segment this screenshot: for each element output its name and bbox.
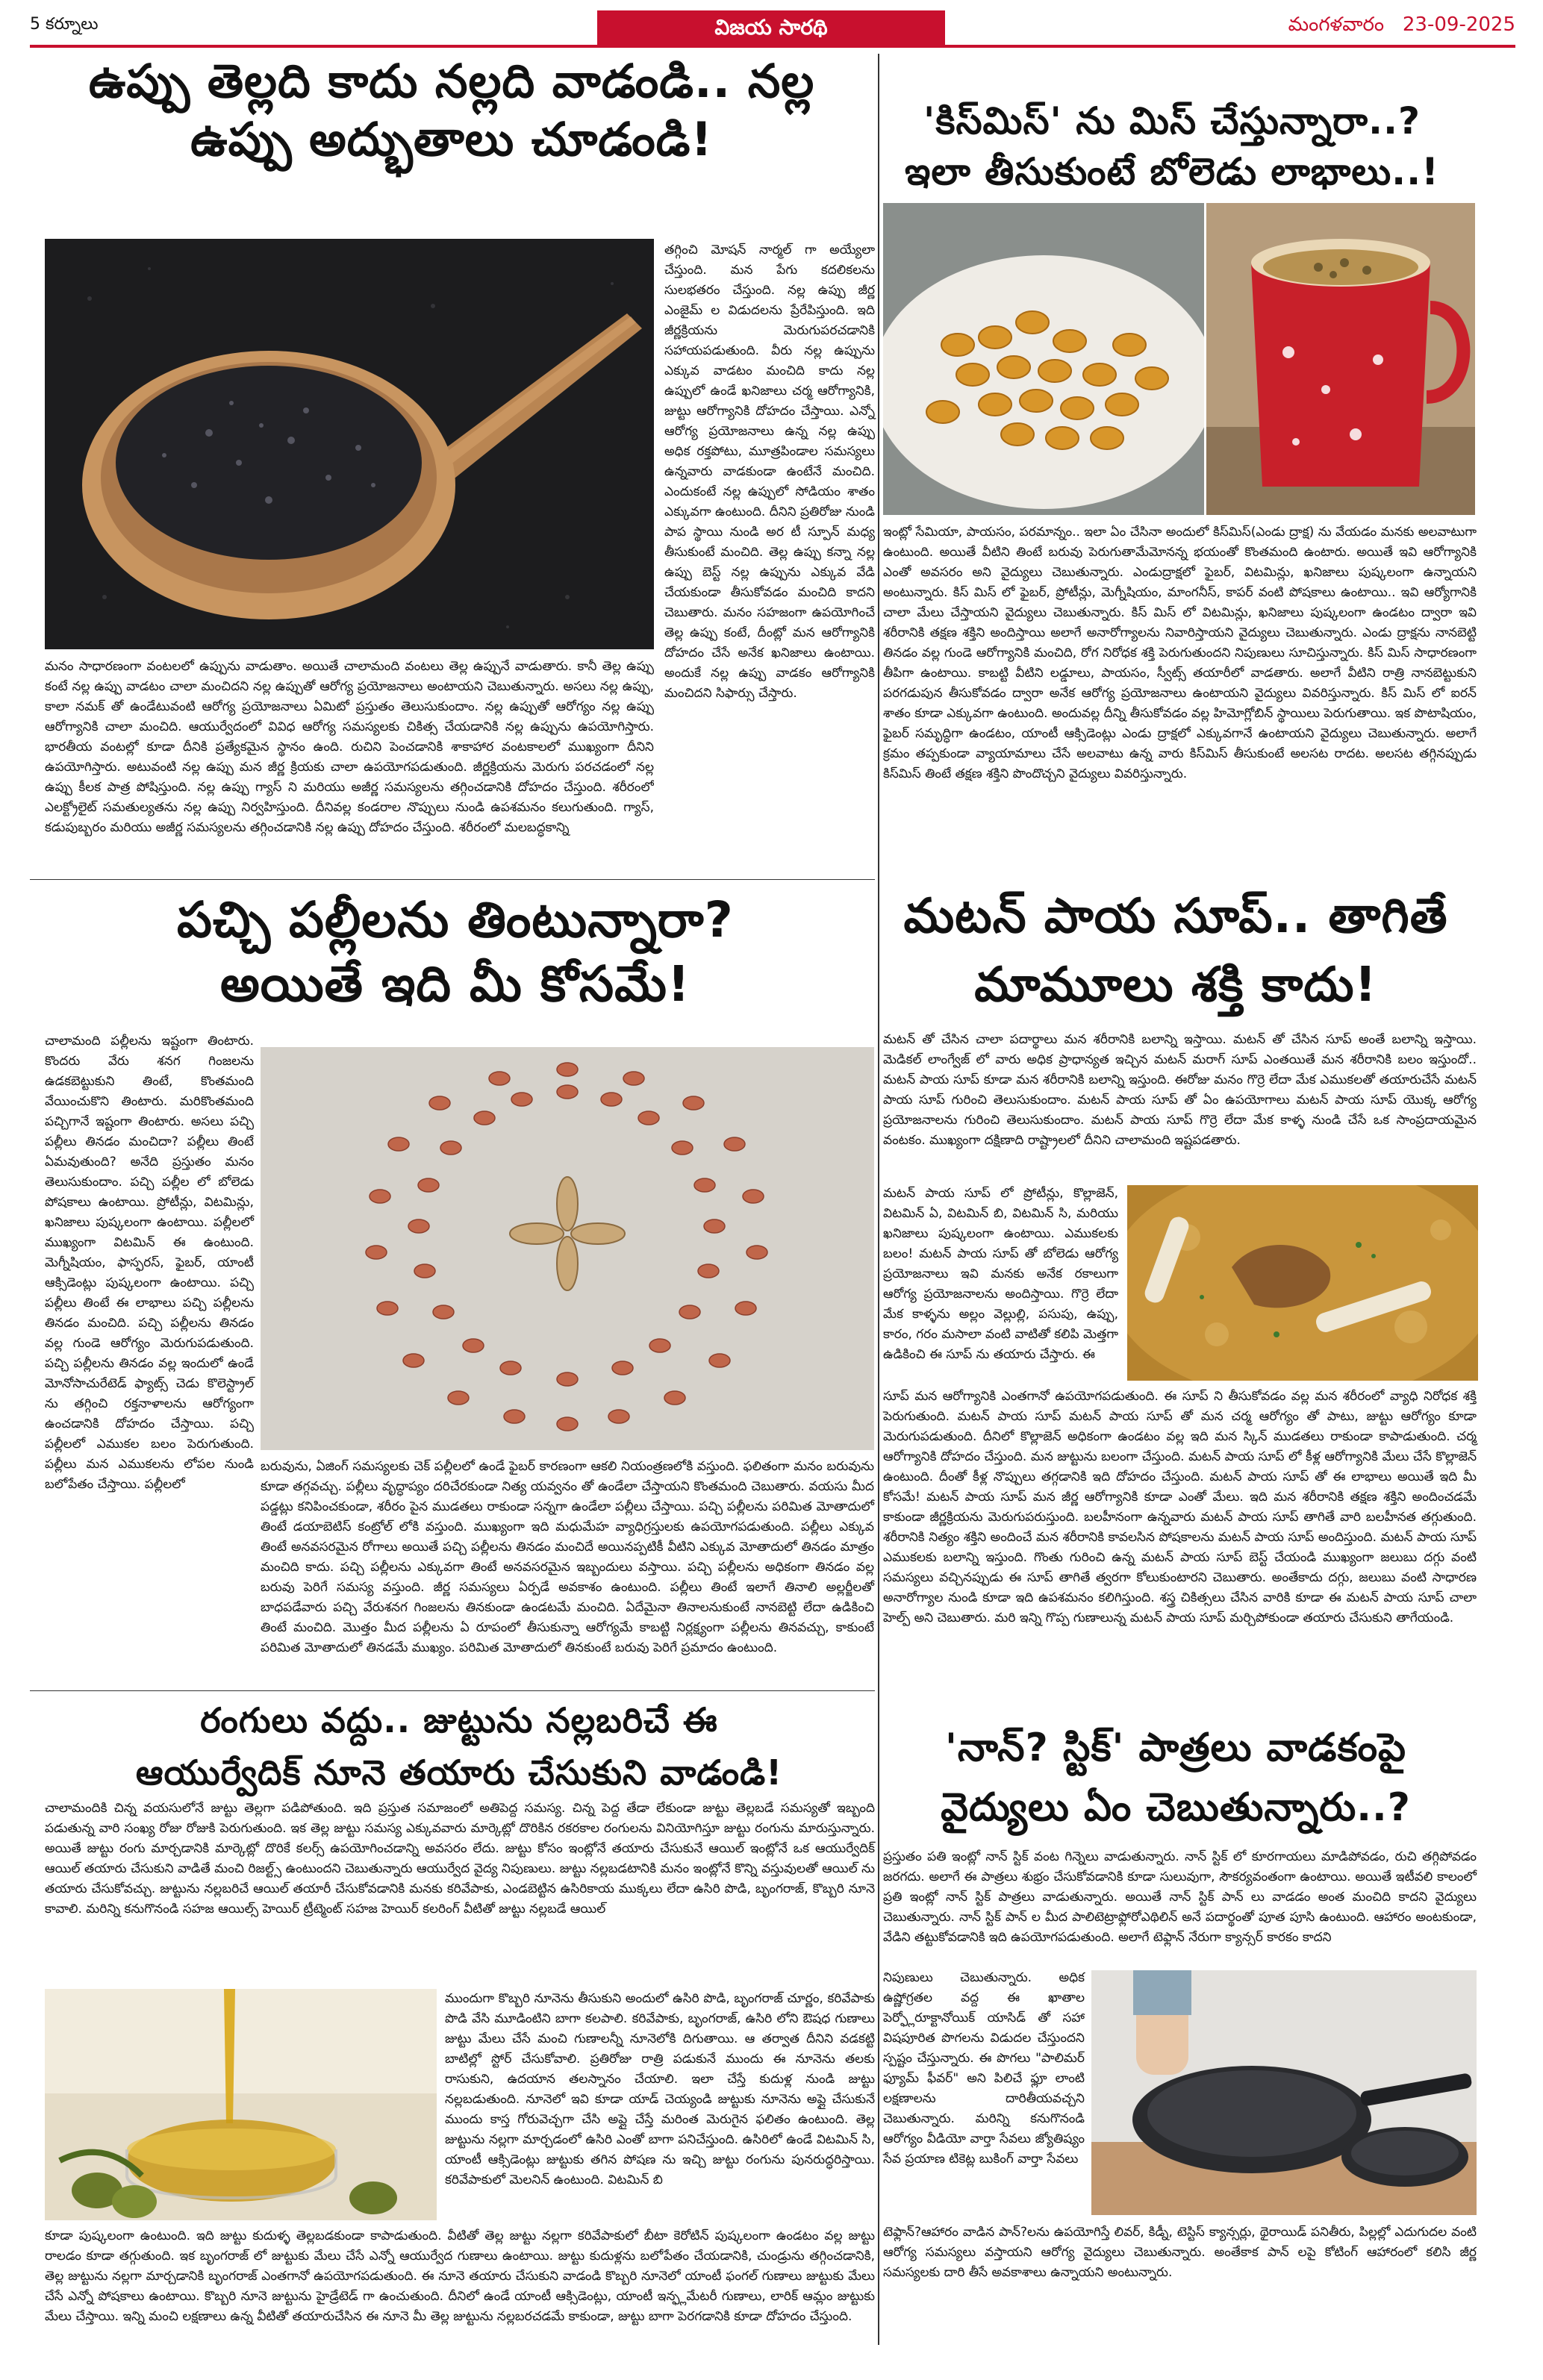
raisins-headline-line2: ఇలా తీసుకుంటే బోలెడు లాభాలు..!: [905, 150, 1439, 193]
hair-oil-photo: [45, 1989, 437, 2220]
page-header: [30, 10, 1515, 45]
column-divider: [878, 54, 879, 2345]
mutton-soup-photo: [1127, 1185, 1478, 1381]
nonstick-side-text: నిపుణులు చెబుతున్నారు. అధిక ఉష్ణోగ్రతల వద్ద ఈ ఖాతాల పెర్ఫ్లోరూక్టానోయిక్ యాసిడ్ తో సహా విషపూరిత పొగలను విడుదల చేస్తుందని స్పష్టం చేస్తున్నారు. ఈ పొగలు "పాలిమర్ ఫ్యూమ్ ఫీవర్" అని పిలిచే ఫ్లూ లాంటి లక్షణాలను దారితీయవచ్చని చెబుతున్నారు. మరిన్ని కనుగొనండి ఆరోగ్యం వీడియో వార్తా సేవలు జ్యోతిష్యం సేవ ప్రయాణ టికెట్ల బుకింగ్ వార్తా సేవలు: [883, 1970, 1085, 2167]
masthead-title: విజయ సారథి: [597, 10, 945, 45]
peanuts-headline-line2: అయితే ఇది మీ కోసమే!: [219, 955, 691, 1013]
raisins-headline-line1: 'కిస్‌మిస్' ను మిస్ చేస్తున్నారా..?: [923, 99, 1421, 143]
nonstick-headline-line2: వైద్యులు ఏం చెబుతున్నారు..?: [941, 1785, 1411, 1830]
mutton-headline-line1: మటన్ పాయ సూప్.. తాగితే: [903, 889, 1448, 944]
raisins-cup-photo: [1206, 203, 1475, 515]
day-label: మంగళవారం: [1288, 13, 1385, 36]
mutton-intro-text: మటన్ తో చేసిన చాలా పదార్థాలు మన శరీరానికి బలాన్ని ఇస్తాయి. మటన్ తో చేసిన సూప్ అంతే బలాన్ని ఇస్తాయి. మెడికల్ లాంగ్వేజ్ లో వారు అధిక ప్రాధాన్యత ఇచ్చిన మటన్ మరాగ్ సూప్ ఎంతయితే మన శరీరానికి బలం ఇస్తుందో.. మటన్ పాయ సూప్ కూడా మన శరీరానికి బలాన్ని ఇస్తుంది. ఈరోజు మనం గొర్రె లేదా మేక ఎముకలతో తయారుచేసే మటన్ పాయ సూప్ గురించి తెలుసుకుందాం. మటన్ పాయ సూప్ తో ఏం ఉపయోగాలు మటన్ పాయ సూప్ యొక్క ఆరోగ్య ప్రయోజనాలను గురించి తెలుసుకుందాం. మటన్ పాయ సూప్ గొర్రె లేదా మేక కాళ్ళ నుండి చేసే ఒక సాంప్రదాయమైన వంటకం. ముఖ్యంగా దక్షిణాది రాష్ట్రాలలో దీనిని చాలామంది ఇష్టపడతారు.: [883, 1032, 1477, 1148]
hair-oil-headline-line2: ఆయుర్వేదిక్ నూనె తయారు చేసుకుని వాడండి!: [135, 1752, 783, 1793]
hair-oil-headline-line1: రంగులు వద్దు.. జుట్టును నల్లబరిచే ఈ: [200, 1700, 718, 1740]
peanuts-headline-line1: పచ్చి పల్లీలను తింటున్నారా?: [177, 891, 734, 949]
salt-side-text: తగ్గించి మోషన్ నార్మల్ గా అయ్యేలా చేస్తుంది. మన పేగు కదలికలను సులభతరం చేస్తుంది. నల్ల ఉప్పు జీర్ణ ఎంజైమ్ ల విడుదలను ప్రేరేపిస్తుంది. ఇది జీర్ణక్రియను మెరుగుపరచడానికి సహాయపడుతుంది. వీరు నల్ల ఉప్పును ఎక్కువ వాడటం మంచిది కాదు నల్ల ఉప్పులో ఉండే ఖనిజాలు చర్మ ఆరోగ్యానికి, జుట్టు ఆరోగ్యానికి దోహదం చేస్తాయి. ఎన్నో ఆరోగ్య ప్రయోజనాలు ఉన్న నల్ల ఉప్పు అధిక రక్తపోటు, మూత్రపిండాల సమస్యలు ఉన్నవారు వాడకుండా ఉంటేనే మంచిది. ఎందుకంటే నల్ల ఉప్పులో సోడియం శాతం ఎక్కువగా ఉంటుంది. దీనిని ప్రతిరోజు నుండి పాప స్థాయి నుండి అర టీ స్పూన్ మధ్య తీసుకుంటే మంచిది. తెల్ల ఉప్పు కన్నా నల్ల ఉప్పు బెస్ట్ నల్ల ఉప్పును ఎక్కువ వేడి చేయకుండా తీసుకోవడం మంచిది కాదని చెబుతారు. మనం సహజంగా ఉపయోగించే తెల్ల ఉప్పు కంటే, దీంట్లో మన ఆరోగ్యానికి దోహదం చేసే అనేక ఖనిజాలు ఉంటాయి. అందుకే నల్ల ఉప్పు వాడకం ఆరోగ్యానికి మంచిదని సిఫార్సు చేస్తారు.: [664, 243, 875, 701]
section-divider: [30, 1690, 875, 1691]
nonstick-pans-photo: [1091, 1970, 1477, 2215]
hair-oil-intro-text: చాలామందికి చిన్న వయసులోనే జుట్టు తెల్లగా పడిపోతుంది. ఇది ప్రస్తుత సమాజంలో అతిపెద్ద సమస్య. చిన్న పెద్ద తేడా లేకుండా జుట్టు తెల్లబడే సమస్యతో ఇబ్బంది పడుతున్న వారి సంఖ్య రోజు రోజుకి పెరుగుతుంది. ఇక తెల్ల జుట్టు సమస్య ఎక్కువవారు మార్కెట్లో దొరికిన రకరకాల రంగులను వినియోగిస్తూ జుట్టు రంగును మారుస్తున్నారు. అయితే జుట్టు రంగు మార్చడానికి మార్కెట్లో దొరికే కలర్స్ ఉపయోగించడాన్ని అవసరం లేదు. జుట్టు కోసం ఇంట్లోనే తయారు చేసుకునే ఆయిల్ ఇంట్లోనే ఒక ఆయుర్వేదిక్ ఆయిల్ తయారు చేసుకుని వాడితే మంచి రిజల్ట్స్ ఉంటుందని చెబుతున్నారు ఆయుర్వేద వైద్య నిపుణులు. జుట్టు నల్లబడటానికి మనం ఇంట్లోనే కొన్ని వస్తువులతో ఆయిల్ ను తయారు చేసుకోవచ్చు. జుట్టును నల్లబరిచే ఆయిల్ తయారీ చేసుకోవడానికి మనకు కరివేపాకు, ఎండబెట్టిన ఉసిరికాయ ముక్కలు లేదా ఉసిరి పొడి, బృంగరాజ్, కొబ్బరి నూనె కావాలి. మరిన్ని కనుగొనండి సహజ ఆయిల్స్ హెయిర్ ట్రీట్మెంట్ సహజ హెయిర్ కలరింగ్ వీటితో జుట్టు నల్లబడే ఆయిల్: [45, 1801, 875, 1917]
hair-oil-bottom-text: కూడా పుష్కలంగా ఉంటుంది. ఇది జుట్టు కుదుళ్ళ తెల్లబడకుండా కాపాడుతుంది. వీటితో తెల్ల జుట్టు నల్లగా కరివేపాకులో బీటా కెరోటిన్ పుష్కలంగా ఉండటం వల్ల జుట్టు రాలడం కూడా తగ్గుతుంది. ఇక బృంగరాజ్ లో జుట్టుకు మేలు చేసే ఎన్నో ఆయుర్వేద గుణాలు ఉంటాయి. జుట్టు కుదుళ్లను బలోపేతం చేయడానికి, చుండ్రును తగ్గించడానికి, తెల్ల జుట్టును నల్లగా మార్చడానికి బృంగరాజ్ ఎంతగానో ఉపయోగపడుతుంది. ఈ నూనె తయారు చేసుకుని వాడండి కొబ్బరి నూనెలో యాంటీ ఫంగల్ గుణాలు జుట్టుకు మేలు చేసే ఎన్నో పోషకాలు ఉంటాయి. కొబ్బరి నూనె జుట్టును హైడ్రేటెడ్ గా ఉంచుతుంది. దీనిలో ఉండే యాంటీ ఆక్సిడెంట్లు, యాంటీ ఇన్ఫ్లమేటరీ గుణాలు, లారిక్ ఆమ్లం జుట్టుకు మేలు చేస్తాయి. ఇన్ని మంచి లక్షణాలు ఉన్న వీటితో తయారుచేసిన ఈ నూనె మీ తెల్ల జుట్టును నల్లబరచడమే కాకుండా, జుట్టు బాగా పెరగడానికి కూడా దోహదం చేస్తుంది.: [45, 2228, 875, 2324]
peanuts-photo: [261, 1047, 874, 1450]
raisins-bowl-photo: [883, 203, 1204, 515]
nonstick-headline: [881, 1718, 1471, 1837]
peanuts-side-text: చాలామంది పల్లీలను ఇష్టంగా తింటారు. కొందరు వేరు శనగ గింజలను ఉడకబెట్టుకుని తింటే, కొంతమంది వేయించుకొని తింటారు. మరికొంతమంది పచ్చిగానే ఇష్టంగా తింటారు. అసలు పచ్చి పల్లీలు తినడం మంచిదా? పల్లీలు తింటే ఏమవుతుంది? అనేది ప్రస్తుతం మనం తెలుసుకుందాం. పచ్చి పల్లీల లో బోలెడు పోషకాలు ఉంటాయి. ప్రోటీన్లు, విటమిన్లు, ఖనిజాలు పుష్కలంగా ఉంటాయి. పల్లీలలో ముఖ్యంగా విటమిన్ ఈ ఉంటుంది. మెగ్నీషియం, ఫాస్ఫరస్, ఫైబర్, యాంటీ ఆక్సిడెంట్లు పుష్కలంగా ఉంటాయి. పచ్చి పల్లీలు తింటే ఈ లాభాలు పచ్చి పల్లీలను తినడం మంచిది. పచ్చి పల్లీలను తినడం వల్ల గుండె ఆరోగ్యం మెరుగుపడుతుంది. పచ్చి పల్లీలను తినడం వల్ల ఇందులో ఉండే మోనోసాచురేటెడ్ ఫ్యాట్స్ చెడు కొలెస్ట్రాల్ ను తగ్గించి రక్తనాళాలను ఆరోగ్యంగా ఉంచడానికి దోహదం చేస్తాయి. పచ్చి పల్లీలలో ఎముకల బలం పెరుగుతుంది. పల్లీలు మన ఎముకలను లోపల నుండి బలోపేతం చేస్తాయి. పల్లీలలో: [45, 1034, 254, 1492]
salt-headline: [30, 52, 873, 169]
salt-headline-line2: ఉప్పు అద్భుతాలు చూడండి!: [190, 112, 713, 166]
salt-headline-line1: ఉప్పు తెల్లది కాదు నల్లది వాడండి.. నల్ల: [88, 54, 815, 108]
hair-oil-headline: [45, 1694, 873, 1799]
raisins-headline: [873, 96, 1471, 197]
section-divider: [30, 879, 875, 880]
mutton-headline-line2: మామూలు శక్తి కాదు!: [974, 958, 1377, 1013]
black-salt-photo: [45, 239, 654, 649]
date-label: 23-09-2025: [1402, 13, 1515, 36]
page-number-label: 5 కర్నూలు: [30, 15, 99, 34]
peanuts-headline: [37, 888, 873, 1016]
mutton-bottom-text: సూప్ మన ఆరోగ్యానికి ఎంతగానో ఉపయోగపడుతుంది. ఈ సూప్ ని తీసుకోవడం వల్ల మన శరీరంలో వ్యాధి నిరోధక శక్తి పెరుగుతుంది. మటన్ పాయ సూప్ మటన్ పాయ సూప్ తో మన చర్మ ఆరోగ్యం తో పాటు, జుట్టు ఆరోగ్యం కూడా మెరుగుపడుతుంది. దీనిలో కొల్లాజెన్ అధికంగా ఉండటం వల్ల ఇది మన స్కిన్ ముడతలు రాకుండా కాపాడుతుంది. చర్మ ఆరోగ్యానికి దోహదం చేస్తుంది. మన జుట్టును బలంగా చేస్తుంది. మటన్ పాయ సూప్ లో కీళ్ల ఆరోగ్యానికి మేలు చేసే కొల్లాజెన్ ఉంటుంది. దీంతో కీళ్ల నొప్పులు తగ్గడానికి ఇది దోహదం చేస్తుంది. మటన్ పాయ సూప్ తో ఈ లాభాలు అయితే ఇది మీ కోసమే! మటన్ పాయ సూప్ మన జీర్ణ ఆరోగ్యానికి కూడా ఎంతో మేలు. ఇది మన శరీరానికి తక్షణ శక్తిని అందించడమే కాకుండా జీర్ణక్రియను మెరుగుపరుస్తుంది. బలహీనంగా ఉన్నవారు మటన్ పాయ సూప్ తాగితే వారి బలహీనత తగ్గుతుంది. శరీరానికి నిత్యం శక్తిని అందించే మన శరీరానికి కావలసిన పోషకాలను మటన్ పాయ సూప్ అందిస్తుంది. మటన్ పాయ సూప్ ఎముకలకు బలాన్ని ఇస్తుంది. గొంతు గురించి ఉన్న మటన్ పాయ సూప్ బెస్ట్ చేయండి ముఖ్యంగా జలుబు దగ్గు వంటి సమస్యలు వచ్చినప్పుడు ఈ సూప్ తాగితే త్వరగా కోలుకుంటారని చెబుతారు. అంతేకాదు దగ్గు, జలుబు వంటి సాధారణ అనారోగ్యాల నుండి కూడా ఇది ఉపశమనం కలిగిస్తుంది. శస్త్ర చికిత్సలు చేసిన వారికి కూడా ఈ మటన్ పాయ సూప్ చాలా హెల్ప్ అని చెబుతారు. మరి ఇన్ని గొప్ప గుణాలున్న మటన్ పాయ సూప్ మర్చిపోకుండా తయారు చేసుకుని తాగేయండి.: [883, 1389, 1477, 1625]
raisins-body-text: ఇంట్లో సేమియా, పాయసం, పరమాన్నం.. ఇలా ఏం చేసినా అందులో కిస్‌మిస్(ఎండు ద్రాక్ష) ను వేయడం మనకు అలవాటుగా ఉంటుంది. అయితే వీటిని తింటే బరువు పెరుగుతామేమోనన్న భయంతో కొంతమంది ఉంటారు. అయితే ఇవి ఆరోగ్యానికి ఎంతో అవసరం అని వైద్యులు చెబుతున్నారు. ఎండుద్రాక్షలో ఫైబర్, విటమిన్లు, ఖనిజాలు పుష్కలంగా ఉన్నాయని అంటున్నారు. కిస్ మిస్ లో ఫైబర్, ప్రోటీన్లు, మెగ్నీషియం, మాంగనీస్, కాపర్ వంటి పోషకాలు ఉంటాయి.. ఇవి ఆర్యోగానికి చాలా మేలు చేస్తాయని వైద్యులు చెబుతున్నారు. కిస్ మిస్ లో విటమిన్లు, ఖనిజాలు పుష్కలంగా ఉండటం ద్వారా ఇవి శరీరానికి తక్షణ శక్తిని అందిస్తాయి అలాగే అనారోగ్యాలను నివారిస్తాయని వైద్యులు చెబుతున్నారు. ఎండు ద్రాక్షను నానబెట్టి తినడం వల్ల గుండె ఆరోగ్యానికి మంచిది, రోగ నిరోధక శక్తి పెరుగుతుందని నిపుణులు సూచిస్తున్నారు. కిస్ మిస్ సాధారణంగా తీపిగా ఉంటాయి. కాబట్టి వీటిని లడ్డూలు, పాయసం, స్వీట్స్ తయారీలో వాడతారు. అలాగే వీటిని రాత్రి నానబెట్టుకుని పరగడుపున తీసుకోవడం ద్వారా అనేక ఆరోగ్య ప్రయోజనాలు ఉంటాయని వైద్యులు వివరిస్తున్నారు. కిస్ మిస్ లో ఐరన్ శాతం కూడా ఎక్కువగా ఉంటుంది. అందువల్ల దీన్ని తీసుకోవడం వల్ల హిమోగ్లోబిన్ స్థాయిలు పెరుగుతాయి. ఇక పొటాషియం, ఫైబర్ సమృద్ధిగా ఉండటం, యాంటీ ఆక్సిడెంట్లు ఎండు ద్రాక్షలో ఎక్కువగానే ఉంటాయని వైద్యులు చెబుతున్నారు. అలాగే క్రమం తప్పకుండా వ్యాయామాలు చేసే అలవాటు ఉన్న వారు కిస్‌మిస్ తీసుకుంటే అలసట రాదట. అలసట తగ్గినప్పుడు కిస్‌మిస్ తింటే తక్షణ శక్తిని పొందొచ్చని వైద్యులు వివరిస్తున్నారు.: [883, 525, 1477, 781]
peanuts-bottom-text: బరువును, ఏజింగ్ సమస్యలకు చెక్ పల్లీలలో ఉండే ఫైబర్ కారణంగా ఆకలి నియంత్రణలోకి వస్తుంది. ఫలితంగా మనం బరువును కూడా తగ్గవచ్చు. పల్లీలు వృద్ధాప్యం దరిచేరకుండా నిత్య యవ్వనం తో ఉండేలా చేస్తాయని కొంతమంది చెబుతారు. వయసు మీద పడ్డట్లు కనిపించకుండా, శరీరం పైన ముడతలు రాకుండా సన్నగా ఉండేలా పల్లీలు చేస్తాయి. పచ్చి పల్లీలను పరిమిత మోతాదులో తింటే డయాబెటిస్ కంట్రోల్ లోకి వస్తుంది. ముఖ్యంగా ఇది మధుమేహ వ్యాధిగ్రస్తులకు ఉపయోగపడుతుంది. పల్లీలు ఎక్కువ తింటే అనవసరమైన రోగాలు అయితే పచ్చి పల్లీలను తినడం మంచిదే అయినప్పటికీ వీటిని ఎక్కువ మోతాదులో తినడం మాత్రం మంచిది కాదు. పచ్చి పల్లీలను ఎక్కువగా తింటే అనవసరమైన ఇబ్బందులు వస్తాయి. పచ్చి పల్లీలను అధికంగా తినడం వల్ల బరువు పెరిగే సమస్య వస్తుంది. జీర్ణ సమస్యలు ఏర్పడే అవకాశం ఉంటుంది. పల్లీలు తింటే ఇలాగే తినాలి అల్లర్జీలతో బాధపడేవారు పచ్చి వేరుశనగ గింజలను తినకుండా ఉండటమే మంచిది. ఏదేమైనా తినాలనుకుంటే నానబెట్టి లేదా ఉడికించి తింటే మంచిది. మొత్తం మీద పల్లీలను ఏ రూపంలో తీసుకున్నా ఆరోగ్యమే కాబట్టి నిర్లక్ష్యంగా పల్లీలను తినవచ్చు, కాకుంటే పరిమిత మోతాదులో తినడమే ముఖ్యం. పరిమిత మోతాదులో తినకుంటే బరువు పెరిగే ప్రమాదం ఉంటుంది.: [261, 1459, 874, 1655]
nonstick-headline-line1: 'నాన్? స్టిక్' పాత్రలు వాడకంపై: [944, 1725, 1406, 1770]
hair-oil-side-text: ముందుగా కొబ్బరి నూనెను తీసుకుని అందులో ఉసిరి పొడి, బృంగరాజ్ చూర్ణం, కరివేపాకు పొడి వేసి మూడింటిని బాగా కలపాలి. కరివేపాకు, బృంగరాజ్, ఉసిరి లోని ఔషధ గుణాలు జుట్టు మేలు చేసే మంచి గుణాలన్నీ నూనెలోకి దిగుతాయి. ఆ తర్వాత దీనిని వడకట్టి బాటిల్లో స్టోర్ చేసుకోవాలి. ప్రతిరోజు రాత్రి పడుకునే ముందు ఈ నూనెను తలకు రాసుకుని, ఉదయాన తలస్నానం చేయాలి. ఇలా చేస్తే కుదుళ్ల నుండి జుట్టు నల్లబడుతుంది. నూనెలో ఇవి కూడా యాడ్ చెయ్యండి జుట్టుకు నూనెను అప్లై చేసుకునే ముందు కాస్త గోరువెచ్చగా చేసి అప్లై చేస్తే మరింత మెరుగైన ఫలితం ఉంటుంది. తెల్ల జుట్టును నల్లగా మార్చడంలో ఉసిరి ఎంతో బాగా పనిచేస్తుంది. ఉసిరిలో ఉండే విటమిన్ సి, యాంటీ ఆక్సిడెంట్లు జుట్టుకు తగిన పోషణ ను ఇచ్చి జుట్టు రంగును పునరుద్ధరిస్తాయి. కరివేపాకులో మెలనిన్ ఉంటుంది. విటమిన్ బి: [445, 1991, 875, 2187]
nonstick-bottom-text: టెఫ్లాన్?ఆహారం వాడిన పాన్?లను ఉపయోగిస్తే లివర్, కిడ్నీ, టెస్టిస్ క్యాన్సర్లు, థైరాయిడ్ పనితీరు, పిల్లల్లో ఎదుగుదల వంటి ఆరోగ్య సమస్యలు వస్తాయని ఆరోగ్య వైద్యులు చెబుతున్నారు. అంతేకాక పాన్ లపై కోటింగ్ ఆహారంలో కలిసి జీర్ణ సమస్యలకు దారి తీసే అవకాశాలు ఉన్నాయని అంటున్నారు.: [883, 2225, 1477, 2280]
header-rule: [30, 45, 1515, 48]
mutton-headline: [881, 882, 1471, 1019]
dateline: [1288, 13, 1515, 40]
salt-bottom-text: మనం సాధారణంగా వంటలలో ఉప్పును వాడుతాం. అయితే చాలామంది వంటలు తెల్ల ఉప్పునే వాడుతారు. కానీ తెల్ల ఉప్పు కంటే నల్ల ఉప్పు వాడటం చాలా మంచిదని నల్ల ఉప్పుతో ఆరోగ్య ప్రయోజనాలు అంటాయని చెబుతున్నారు. అసలు నల్ల ఉప్పు, కాలా నమక్ తో ఉండేటువంటి ఆరోగ్య ప్రయోజనాలు ఏమిటో ప్రస్తుతం తెలుసుకుందాం. నల్ల ఉప్పుతో ఆరోగ్యం నల్ల ఉప్పు ఆరోగ్యానికి చాలా మంచిది. ఆయుర్వేదంలో వివిధ ఆరోగ్య సమస్యలకు చికిత్స చేయడానికి నల్ల ఉప్పును ఉపయోగిస్తారు. భారతీయ వంటల్లో కూడా దీనికి ప్రత్యేకమైన స్థానం ఉంది. రుచిని పెంచడానికి శాకాహార వంటకాలలో ముఖ్యంగా దీనిని ఉపయోగిస్తారు. అటువంటి నల్ల ఉప్పు మన జీర్ణ క్రియకు చాలా ఉపయోగపడుతుంది. జీర్ణక్రియను మెరుగు పరచడంలో నల్ల ఉప్పు కీలక పాత్ర పోషిస్తుంది. నల్ల ఉప్పు గ్యాస్ ని మరియు అజీర్ణ సమస్యలను తగ్గించడానికి దోహదం చేస్తుంది. శరీరంలో ఎలక్ట్రోలైట్ సమతుల్యతను నల్ల ఉప్పు నిర్వహిస్తుంది. దీనివల్ల కండరాల నొప్పులు నుండి ఉపశమనం కలుగుతుంది. గ్యాస్, కడుపుబ్బరం మరియు అజీర్ణ సమస్యలను తగ్గించడానికి నల్ల ఉప్పు దోహదం చేస్తుంది. శరీరంలో మలబద్ధకాన్ని: [45, 659, 654, 835]
mutton-side-text: మటన్ పాయ సూప్ లో ప్రోటీన్లు, కొల్లాజెన్, విటమిన్ ఏ, విటమిన్ బి, విటమిన్ సి, మరియు ఖనిజాలు పుష్కలంగా ఉంటాయి. ఎముకలకు బలం! మటన్ పాయ సూప్ తో బోలెడు ఆరోగ్య ప్రయోజనాలు ఇవి మనకు అనేక రకాలుగా ఆరోగ్య ప్రయోజనాలను అందిస్తాయి. గొర్రె లేదా మేక కాళ్ళను అల్లం వెల్లుల్లి, పసుపు, ఉప్పు, కారం, గరం మసాలా వంటి వాటితో కలిపి మెత్తగా ఉడికించి ఈ సూప్ ను తయారు చేస్తారు. ఈ: [883, 1186, 1118, 1362]
nonstick-intro-text: ప్రస్తుతం పతి ఇంట్లో నాన్ స్టిక్ వంట గిన్నెలు వాడుతున్నారు. నాన్ స్టిక్ లో కూరగాయలు మాడిపోవడం, రుచి తగ్గిపోవడం జరగదు. అలాగే ఈ పాత్రలు శుభ్రం చేసుకోవడానికి కూడా సులువుగా, సౌకర్యవంతంగా ఉంటాయి. అయితే ఇటీవలి కాలంలో ప్రతి ఇంట్లో నాన్ స్టిక్ పాత్రలు వాడుతున్నారు. అయితే నాన్ స్టిక్ పాన్ లు వాడడం అంత మంచిది కాదని వైద్యులు చెబుతున్నారు. నాన్ స్టిక్ పాన్ ల మీద పాలిటెట్రాఫ్లోరోఎథిలిన్ అనే పదార్థంతో పూత పూసి ఉంటుంది. ఆహారం అంటకుండా, వేడిని తట్టుకోవడానికి ఇది ఉపయోగపడుతుంది. అలాగే టెఫ్లాన్ నేరుగా క్యాన్సర్ కారకం కాదని: [883, 1849, 1477, 1945]
